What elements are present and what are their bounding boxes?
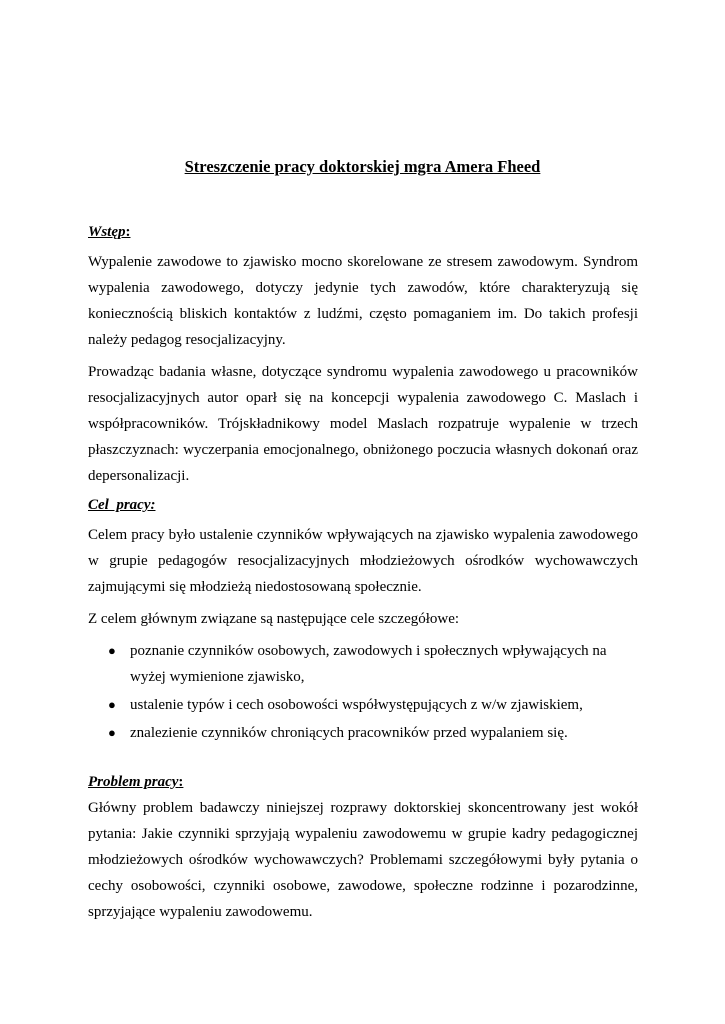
list-item-text: ustalenie typów i cech osobowości współwystępujących z w/w zjawiskiem, — [130, 697, 583, 713]
section-heading-cel: Cel pracy: — [88, 497, 156, 513]
problem-paragraph-1: Główny problem badawczy niniejszej rozprawy doktorskiej skoncentrowany jest wokół pytania: Jakie czynniki sprzyjają wypaleniu zawodowemu w grupie kadry pedagogicznej młodzieżowych ośrodków wychowawczych? Problemami szczegółowymi były pytania o cechy osobowości, czynniki osobowe, zawodowe, społeczne rodzinne i pozarodzinne, sprzyjające wypaleniu zawodowemu. — [88, 800, 638, 920]
cel-paragraph-1: Celem pracy było ustalenie czynników wpływających na zjawisko wypalenia zawodowego w grupie pedagogów resocjalizacyjnych młodzieżowych ośrodków wychowawczych zajmującymi się młodzieżą niedostosowaną społecznie. — [88, 527, 638, 595]
list-item-text: znalezienie czynników chroniących pracowników przed wypalaniem się. — [130, 725, 568, 741]
list-item — [88, 638, 638, 690]
section-heading-problem-colon: : — [178, 774, 184, 790]
section-heading-problem-text: Problem pracy — [88, 774, 179, 790]
section-heading-wstep-text: Wstęp — [88, 224, 126, 240]
section-heading-wstep — [88, 220, 638, 245]
list-item — [88, 692, 638, 718]
bullet-icon: ● — [108, 643, 116, 658]
wstep-paragraph-1: Wypalenie zawodowe to zjawisko mocno skorelowane ze stresem zawodowym. Syndrom wypalenia zawodowego, dotyczy jedynie tych zawodów, które charakteryzują się koniecznością bliskich kontaktów z ludźmi, często pomaganiem im. Do takich profesji należy pedagog resocjalizacyjny. — [88, 254, 638, 348]
section-heading-problem — [88, 770, 638, 795]
cel-bullet-list — [88, 638, 638, 746]
cel-paragraph-2: Z celem głównym związane są następujące cele szczegółowe: — [88, 611, 460, 627]
document-title: Streszczenie pracy doktorskiej mgra Amera Fheed — [184, 157, 541, 176]
bullet-icon: ● — [108, 697, 116, 712]
list-item-text: poznanie czynników osobowych, zawodowych i społecznych wpływających na wyżej wymienione zjawisko, — [130, 643, 607, 685]
list-item — [88, 720, 638, 746]
document-body — [88, 220, 638, 925]
wstep-paragraph-2: Prowadząc badania własne, dotyczące syndromu wypalenia zawodowego u pracowników resocjalizacyjnych autor oparł się na koncepcji wypalenia zawodowego C. Maslach i współpracowników. Trójskładnikowy model Maslach rozpatruje wypalenie w trzech płaszczyznach: wyczerpania emocjonalnego, obniżonego poczucia własnych dokonań oraz depersonalizacji. — [88, 364, 638, 484]
bullet-icon: ● — [108, 725, 116, 740]
section-heading-wstep-colon: : — [125, 224, 131, 240]
